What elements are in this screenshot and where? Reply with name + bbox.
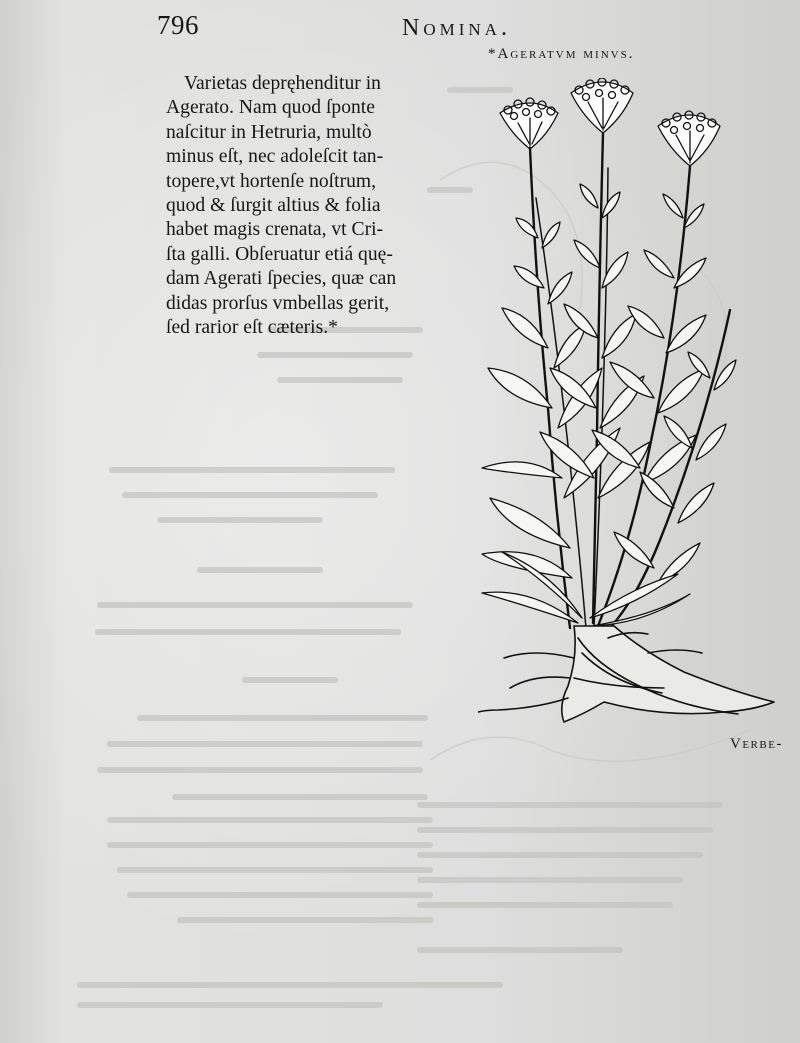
plant-illustration <box>478 78 790 728</box>
text-line: naſcitur in Hetruria, multò <box>166 121 372 143</box>
text-line: Agerato. Nam quod ſponte <box>166 97 375 119</box>
text-line: dam Agerati ſpecies, quæ can <box>166 268 397 290</box>
page-number: 796 <box>157 10 199 40</box>
text-line: didas prorſus vmbellas gerit, <box>166 292 390 314</box>
text-line: topere,vt hortenſe noſtrum, <box>166 170 377 192</box>
flower-head <box>658 111 720 166</box>
text-line: habet magis crenata, vt Cri- <box>166 219 384 241</box>
text-line: ſed rarior eſt cæteris.* <box>166 317 338 339</box>
catchword: Verbe- <box>730 736 783 752</box>
root <box>478 626 774 722</box>
text-line: minus eſt, nec adoleſcit tan- <box>166 146 384 168</box>
text-line: quod & ſurgit altius & folia <box>166 195 381 217</box>
figure-caption: *Ageratvm minvs. <box>488 46 635 62</box>
flower-head <box>500 98 558 149</box>
running-head: Nomina. <box>402 15 511 41</box>
leaves <box>482 184 736 583</box>
flower-head <box>571 78 633 133</box>
text-line: ſta galli. Obſeruatur etiá quę- <box>166 243 393 265</box>
body-paragraph <box>166 72 418 340</box>
text-line: Varietas depręhenditur in <box>184 73 381 94</box>
